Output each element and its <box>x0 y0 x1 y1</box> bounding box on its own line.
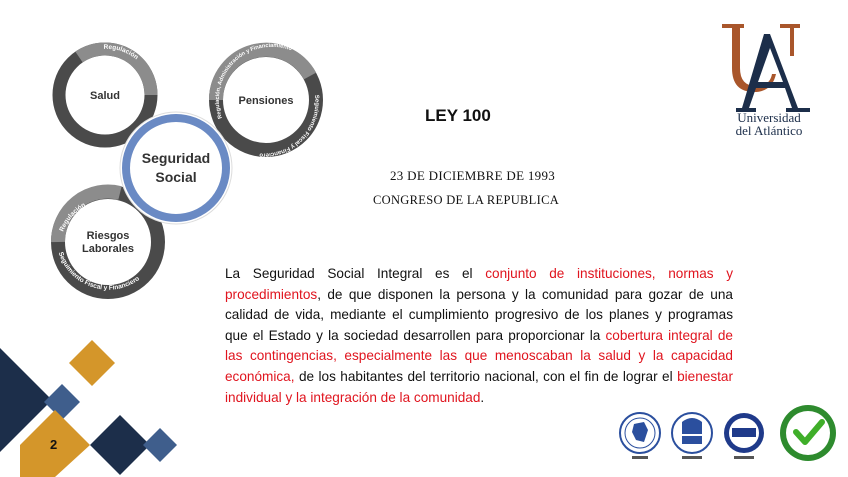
center-label-2: Social <box>155 169 197 185</box>
seguridad-social-center <box>120 112 232 224</box>
page-title: LEY 100 <box>425 106 491 125</box>
pensiones-label: Pensiones <box>238 95 294 107</box>
law-date: 23 DE DICIEMBRE DE 1993 <box>390 168 556 183</box>
iso-cert-badge <box>672 413 712 459</box>
pensiones-arc-top: Regulación, Administración y Financiamiento <box>214 42 293 120</box>
navy-diamond-bottom <box>90 415 150 475</box>
law-definition-paragraph <box>225 264 733 408</box>
blue-diamond-small <box>44 384 80 420</box>
logo-line-1: Universidad <box>737 110 801 125</box>
iqnet-cert-badge <box>724 413 764 459</box>
salud-label: Salud <box>90 90 120 102</box>
universidad-del-atlantico-logo <box>710 16 828 138</box>
body-text-2: , de que disponen la persona y la comunidad para gozar de una calidad de vida, mediante el cumplimiento progresivo de los planes y programas que el Estado y la sociedad desarrollen para proporcionar la <box>225 286 733 343</box>
riesgos-label-2: Laborales <box>82 243 134 255</box>
social-responsibility-badge <box>780 405 836 461</box>
salud-arc-top: Regulación <box>103 43 140 62</box>
certification-badges <box>612 400 848 470</box>
salud-arc-left: Seguimiento Fiscal y Financiero <box>36 57 76 145</box>
body-text-3: de los habitantes del territorio nacional, con el fin de lograr el <box>294 368 678 384</box>
body-highlight-3: bienestar individual y la integración de la comunidad <box>225 368 733 405</box>
pensiones-arc-bottom: Seguimiento Fiscal y Financiero <box>259 94 320 158</box>
page-number: 2 <box>50 437 58 452</box>
blue-diamond-right <box>143 428 177 462</box>
salud-ring <box>36 44 151 145</box>
riesgos-arc-bottom: Seguimiento Fiscal y Financiero <box>56 251 141 292</box>
body-text-1: La Seguridad Social Integral es el <box>225 266 486 281</box>
center-label-1: Seguridad <box>141 150 211 166</box>
pensiones-ring <box>215 43 320 158</box>
logo-line-2: del Atlántico <box>735 123 803 138</box>
body-highlight-1: conjunto de instituciones, normas y procedimientos <box>225 266 733 302</box>
body-text-4: . <box>480 389 485 405</box>
riesgos-label-1: Riesgos <box>86 230 130 242</box>
riesgos-arc-top: Regulación <box>58 201 87 233</box>
colombia-cert-badge <box>620 413 660 459</box>
body-highlight-2: cobertura integral de las contingencias, especialmente las que menoscaban la salud y la capacidad económica, <box>225 327 733 384</box>
gold-diamond-top <box>69 340 115 386</box>
congress-label: CONGRESO DE LA REPUBLICA <box>373 193 560 207</box>
decorative-diamonds <box>0 330 180 477</box>
